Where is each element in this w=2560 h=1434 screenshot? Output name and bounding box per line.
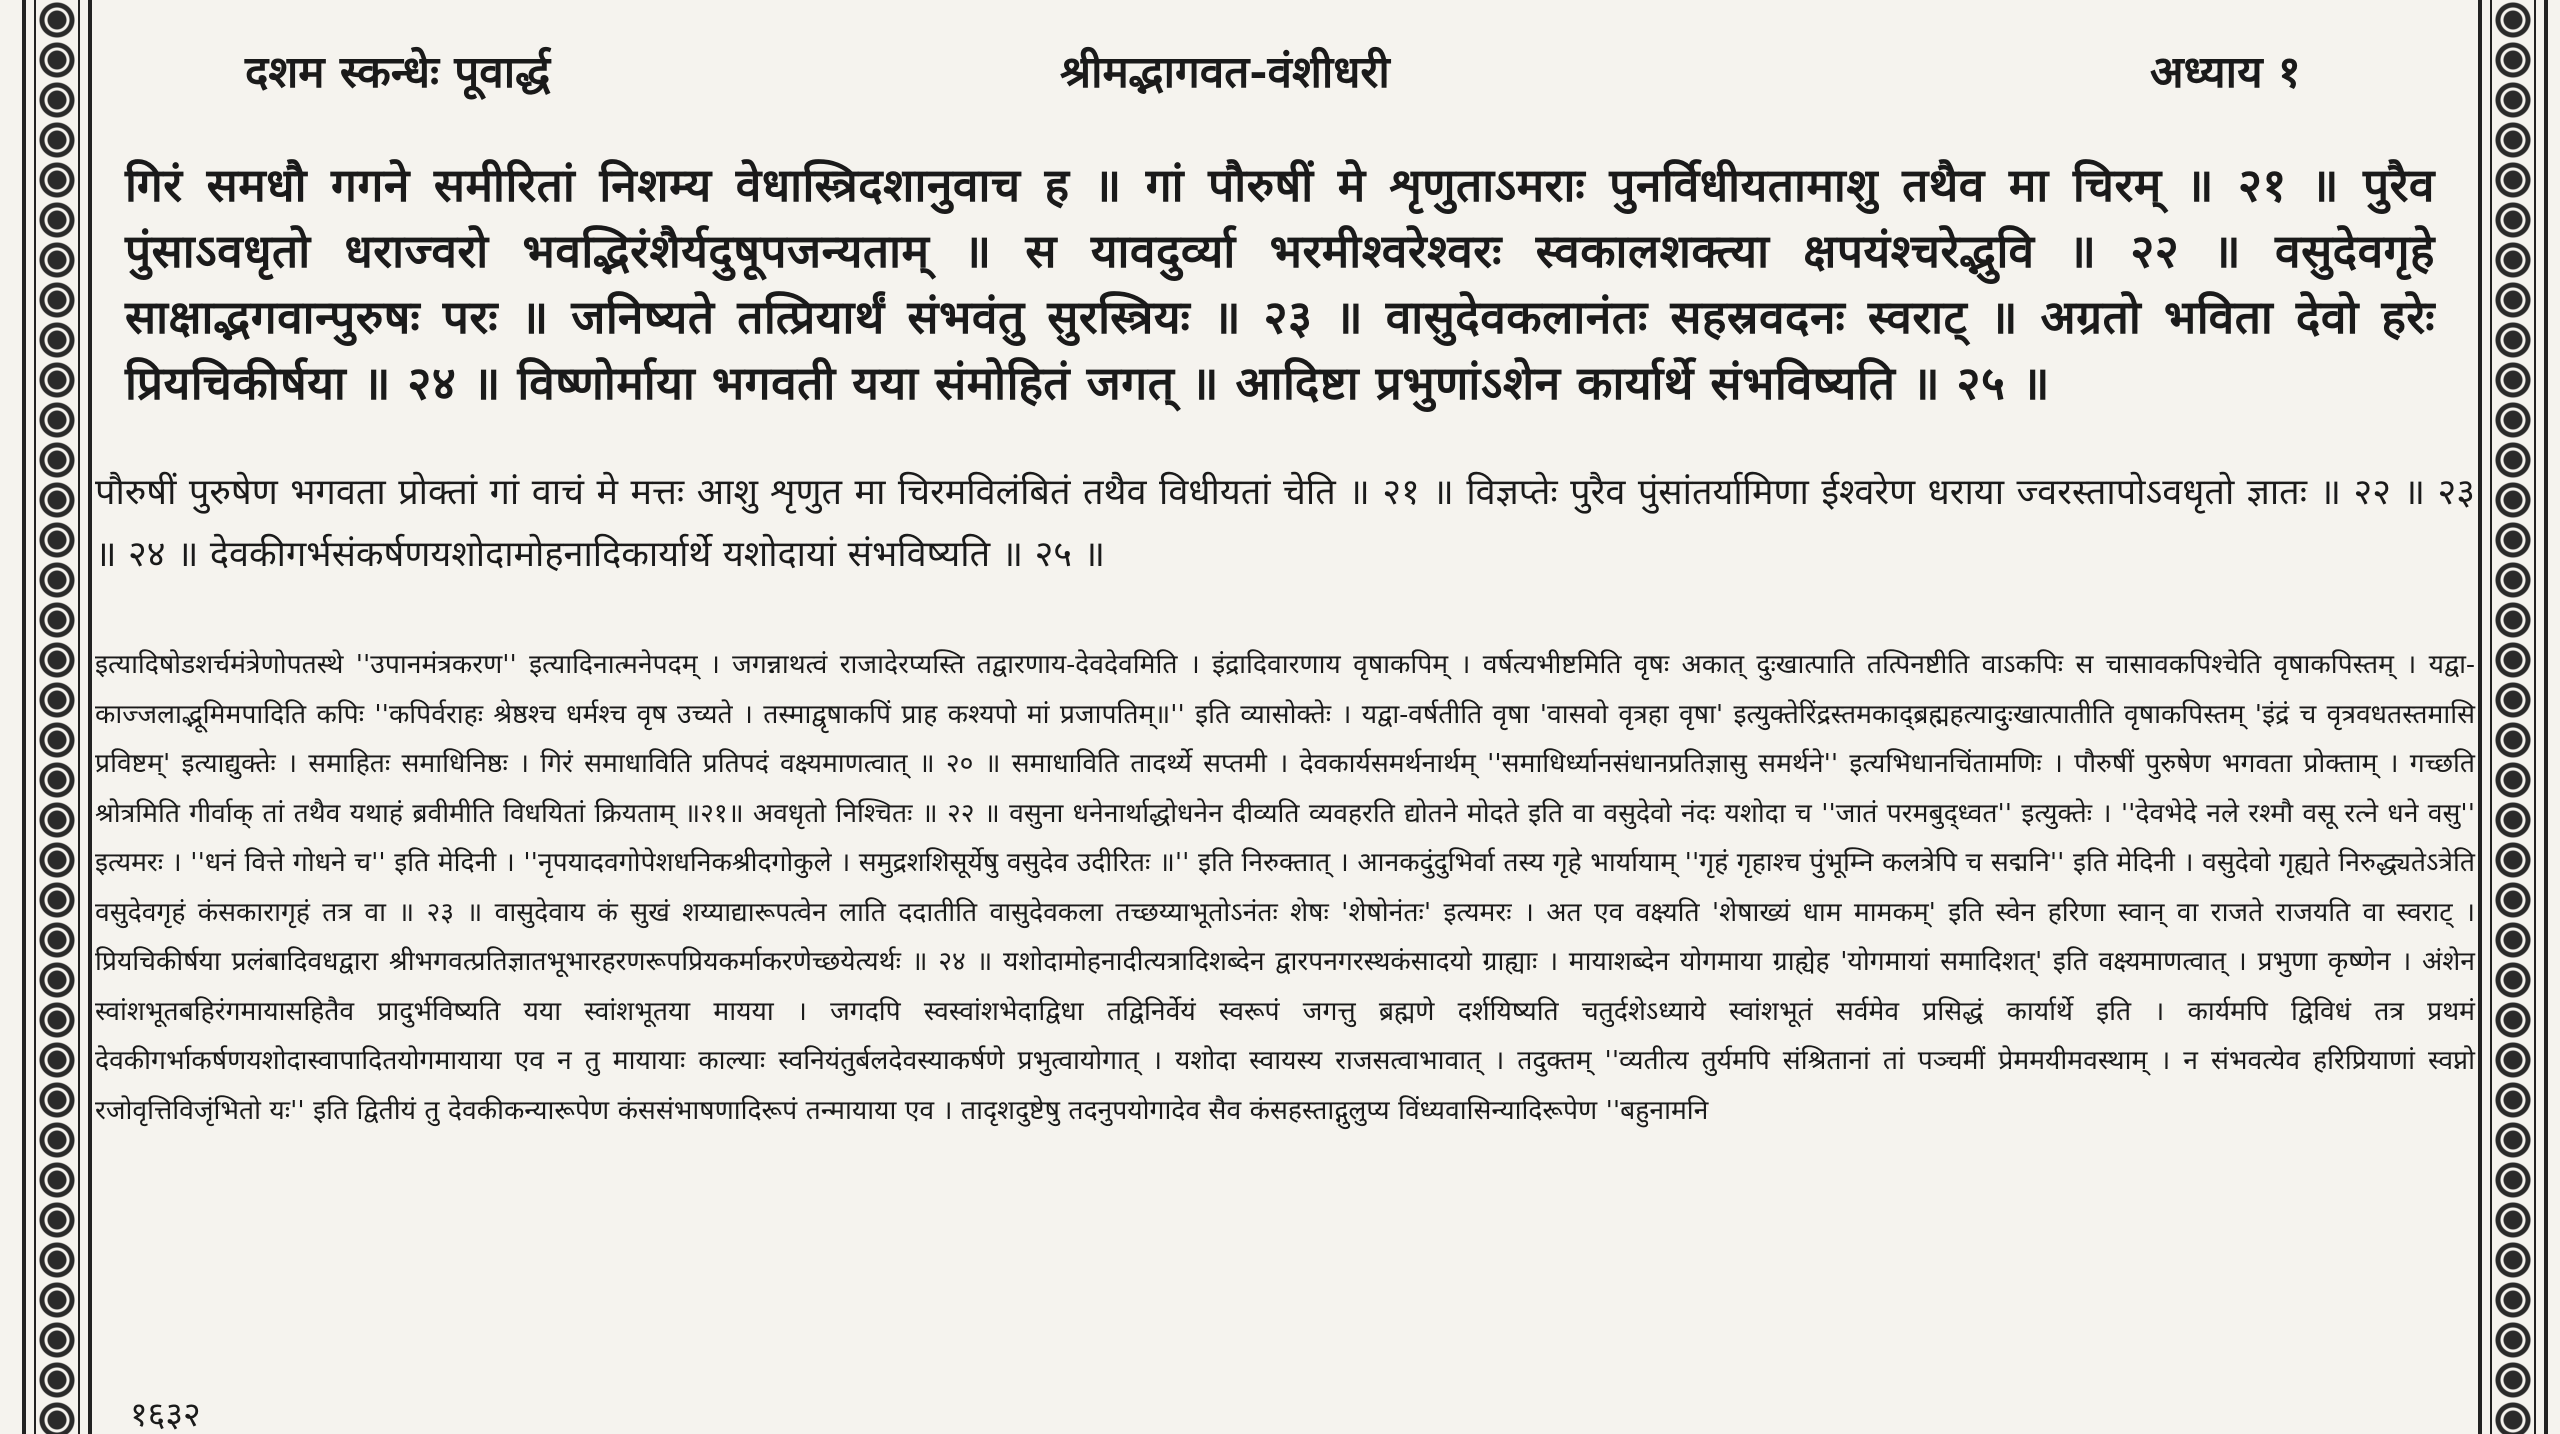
page-header — [130, 40, 2350, 110]
header-section-title: दशम स्कन्धेः पूवार्द्ध — [245, 47, 551, 98]
header-book-title: श्रीमद्भागवत-वंशीधरी — [1060, 47, 1390, 98]
verse-gloss-block: पौरुषीं पुरुषेण भगवता प्रोक्तां गां वाचं मे मत्तः आशु शृणुत मा चिरमविलंबितं तथैव विधीयतां चेति ॥ २१ ॥ विज्ञप्तेः पुरैव पुंसांतर्यामिणा ईश्वरेण धराया ज्वरस्तापोऽवधृतो ज्ञातः ॥ २२ ॥ २३ ॥ २४ ॥ देवकीगर्भसंकर्षणयशोदामोहनादिकार्यार्थे यशोदायां संभविष्यति ॥ २५ ॥ — [95, 472, 2475, 575]
page-number: १६३२ — [130, 1395, 201, 1434]
decorative-border-left — [22, 0, 92, 1434]
commentary-block: इत्यादिषोडशर्चमंत्रेणोपतस्थे ''उपानमंत्रकरण'' इत्यादिनात्मनेपदम् । जगन्नाथत्वं राजादेरप्यस्ति तद्वारणाय-देवदेवमिति । इंद्रादिवारणाय वृषाकपिम् । वर्षत्यभीष्टमिति वृषः अकात् दुःखात्पाति तत्पिनष्टीति वाऽकपिः स चासावकपिश्चेति वृषाकपिस्तम् । यद्वा-काज्जलाद्भूमिमपादिति कपिः ''कपिर्वराहः श्रेष्ठश्च धर्मश्च वृष उच्यते । तस्माद्वृषाकपिं प्राह कश्यपो मां प्रजापतिम्॥'' इति व्यासोक्तेः । यद्वा-वर्षतीति वृषा 'वासवो वृत्रहा वृषा' इत्युक्तेरिंद्रस्तमकाद्ब्रह्महत्यादुःखात्पातीति वृषाकपिस्तम् 'इंद्रं च वृत्रवधतस्तमासि प्रविष्टम्' इत्याद्युक्तेः । समाहितः समाधिनिष्ठः । गिरं समाधाविति प्रतिपदं वक्ष्यमाणत्वात् ॥ २० ॥ समाधाविति तादर्थ्ये सप्तमी । देवकार्यसमर्थनार्थम् ''समाधिर्ध्यानसंधानप्रतिज्ञासु समर्थने'' इत्यभिधानचिंतामणिः । पौरुषीं पुरुषेण भगवता प्रोक्ताम् । गच्छति श्रोत्रमिति गीर्वाक् तां तथैव यथाहं ब्रवीमीति विधयितां क्रियताम् ॥२१॥ अवधृतो निश्चितः ॥ २२ ॥ वसुना धनेनार्थाद्धोधनेन दीव्यति व्यवहरति द्योतने मोदते इति वा वसुदेवो नंदः यशोदा च ''जातं परमबुद्ध्वत'' इत्युक्तेः । ''देवभेदे नले रश्मौ वसू रत्ने धने वसु'' इत्यमरः । ''धनं वित्ते गोधने च'' इति मेदिनी । ''नृपयादवगोपेशधनिकश्रीदगोकुले । समुद्रशशिसूर्येषु वसुदेव उदीरितः ॥'' इति निरुक्तात् । आनकदुंदुभिर्वा तस्य गृहे भार्यायाम् ''गृहं गृहाश्च पुंभूम्नि कलत्रेपि च सद्मनि'' इति मेदिनी । वसुदेवो गृह्यते निरुद्ध्यतेऽत्रेति वसुदेवगृहं कंसकारागृहं तत्र वा ॥ २३ ॥ वासुदेवाय कं सुखं शय्याद्यारूपत्वेन लाति ददातीति वासुदेवकला तच्छय्याभूतोऽनंतः शेषः 'शेषोनंतः' इत्यमरः । अत एव वक्ष्यति 'शेषाख्यं धाम मामकम्' इति स्वेन हरिणा स्वान् वा राजते राजयति वा स्वराट् । प्रियचिकीर्षया प्रलंबादिवधद्वारा श्रीभगवत्प्रतिज्ञातभूभारहरणरूपप्रियकर्माकरणेच्छयेत्यर्थः ॥ २४ ॥ यशोदामोहनादीत्यत्रादिशब्देन द्वारपनगरस्थकंसादयो ग्राह्याः । मायाशब्देन योगमाया ग्राह्येह 'योगमायां समादिशत्' इति वक्ष्यमाणत्वात् । प्रभुणा कृष्णेन । अंशेन स्वांशभूतबहिरंगमायासहितैव प्रादुर्भविष्यति यया स्वांशभूतया मायया । जगदपि स्वस्वांशभेदाद्विधा तद्विनिर्वेयं स्वरूपं जगत्तु ब्रह्मणे दर्शयिष्यति चतुर्दशेऽध्याये स्वांशभूतं सर्वमेव प्रसिद्धं कार्यार्थे इति । कार्यमपि द्विविधं तत्र प्रथमं देवकीगर्भाकर्षणयशोदास्वापादितयोगमायाया एव न तु मायायाः काल्याः स्वनियंतुर्बलदेवस्याकर्षणे प्रभुत्वायोगात् । यशोदा स्वायस्य राजसत्वाभावात् । तदुक्तम् ''व्यतीत्य तुर्यमपि संश्रितानां तां पञ्चमीं प्रेममयीमवस्थाम् । न संभवत्येव हरिप्रियाणां स्वप्नो रजोवृत्तिविजृंभितो यः'' इति द्वितीयं तु देवकीकन्यारूपेण कंससंभाषणादिरूपं तन्मायाया एव । तादृशदुष्टेषु तदनुपयोगादेव सैव कंसहस्ताद्गुलुप्य विंध्यवासिन्यादिरूपेण ''बहुनामनि — [95, 649, 2475, 1126]
header-chapter-number: अध्याय १ — [2150, 47, 2301, 98]
verse-text-block: गिरं समधौ गगने समीरितां निशम्य वेधास्त्रिदशानुवाच ह ॥ गां पौरुषीं मे शृणुताऽमराः पुनर्विधीयतामाशु तथैव मा चिरम् ॥ २१ ॥ पुरैव पुंसाऽवधृतो धराज्वरो भवद्भिरंशैर्यदुषूपजन्यताम् ॥ स यावदुर्व्या भरमीश्वरेश्वरः स्वकालशक्त्या क्षपयंश्चरेद्भुवि ॥ २२ ॥ वसुदेवगृहे साक्षाद्भगवान्पुरुषः परः ॥ जनिष्यते तत्प्रियार्थं संभवंतु सुरस्त्रियः ॥ २३ ॥ वासुदेवकलानंतः सहस्रवदनः स्वराट् ॥ अग्रतो भविता देवो हरेः प्रियचिकीर्षया ॥ २४ ॥ विष्णोर्माया भगवती यया संमोहितं जगत् ॥ आदिष्टा प्रभुणांऽशेन कार्यार्थे संभविष्यति ॥ २५ ॥ — [125, 158, 2435, 410]
decorative-border-right — [2478, 0, 2548, 1434]
